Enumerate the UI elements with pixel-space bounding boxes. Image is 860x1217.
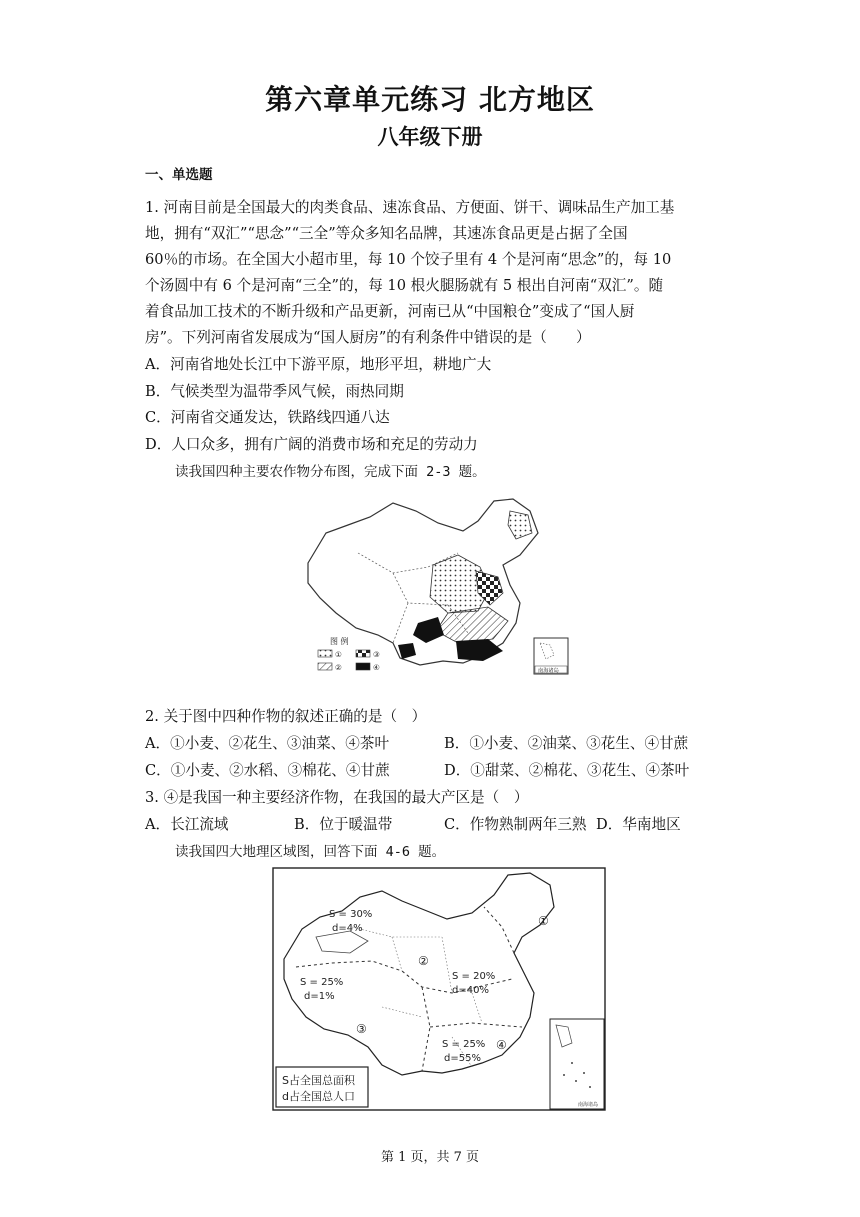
q1-stem-line: 地，拥有“双汇”“思念”“三全”等众多知名品牌，其速冻食品更是占据了全国 <box>145 225 628 242</box>
page-footer: 第 1 页，共 7 页 <box>380 1150 480 1165</box>
q3-option-c: C．作物熟制两年三熟 <box>444 816 587 833</box>
region-3-pop: d=40% <box>452 985 489 996</box>
q3-option-d: D．华南地区 <box>596 816 681 833</box>
region-2-pop: d=1% <box>304 991 335 1002</box>
region-label-4: ④ <box>496 1038 507 1052</box>
q2-option-a: A．①小麦、②花生、③油菜、④茶叶 <box>145 735 390 752</box>
instruction-2-3: 读我国四种主要农作物分布图，完成下面 2-3 题。 <box>175 464 486 480</box>
q1-stem-line: 房”。下列河南省发展成为“国人厨房”的有利条件中错误的是（ ） <box>145 329 591 346</box>
map2-legend-pop: d占全国总人口 <box>282 1090 355 1103</box>
region-label-1: ① <box>538 914 549 928</box>
region-label-2: ② <box>418 954 429 968</box>
q1-stem-line: 60％的市场。在全国大小超市里，每 10 个饺子里有 4 个是河南“思念”的，每 10 <box>145 251 672 268</box>
q2-option-d: D．①甜菜、②棉花、③花生、④茶叶 <box>444 762 690 779</box>
region-4-area: S = 25% <box>442 1039 486 1050</box>
instruction-4-6: 读我国四大地理区域图，回答下面 4-6 题。 <box>175 844 446 860</box>
region-4-pop: d=55% <box>444 1053 481 1064</box>
region-label-3: ③ <box>356 1022 367 1036</box>
legend-item-2: ② <box>335 663 342 672</box>
q1-option-c: C．河南省交通发达，铁路线四通八达 <box>145 409 390 426</box>
q1-option-a: A．河南省地处长江中下游平原，地形平坦，耕地广大 <box>145 356 492 373</box>
q1-option-b: B．气候类型为温带季风气候，雨热同期 <box>145 383 404 400</box>
q2-option-b: B．①小麦、②油菜、③花生、④甘蔗 <box>444 735 689 752</box>
region-1-pop: d=4% <box>332 923 363 934</box>
page-title: 第六章单元练习 北方地区 <box>265 83 595 116</box>
q1-stem-line: 1. 河南目前是全国最大的肉类食品、速冻食品、方便面、饼干、调味品生产加工基 <box>145 199 675 216</box>
region-2-area: S = 25% <box>300 977 344 988</box>
geographic-regions-map <box>272 867 606 1111</box>
q3-stem: 3. ④是我国一种主要经济作物，在我国的最大产区是（ ） <box>145 789 529 806</box>
q2-option-c: C．①小麦、②水稻、③棉花、④甘蔗 <box>145 762 390 779</box>
region-1-area: S = 30% <box>329 909 373 920</box>
map1-legend-title: 图 例 <box>330 637 349 646</box>
q3-option-a: A．长江流域 <box>145 816 229 833</box>
section-heading: 一、单选题 <box>145 167 213 183</box>
q3-option-b: B．位于暖温带 <box>294 816 393 833</box>
q1-stem-line: 个汤圆中有 6 个是河南“三全”的，每 10 根火腿肠就有 5 根出自河南“双汇”。随 <box>145 277 664 294</box>
q1-option-d: D．人口众多，拥有广阔的消费市场和充足的劳动力 <box>145 436 478 453</box>
map1-inset-label: 南海诸岛 <box>538 668 559 674</box>
legend-item-3: ③ <box>373 650 380 659</box>
legend-item-4: ④ <box>373 663 380 672</box>
crop-distribution-map <box>298 493 573 678</box>
page-subtitle: 八年级下册 <box>377 124 483 149</box>
map2-legend-area: S占全国总面积 <box>282 1074 355 1087</box>
legend-item-1: ① <box>335 650 342 659</box>
region-3-area: S = 20% <box>452 971 496 982</box>
map2-inset-label: 南海诸岛 <box>578 1102 599 1108</box>
q2-stem: 2. 关于图中四种作物的叙述正确的是（ ） <box>145 708 427 725</box>
q1-stem-line: 着食品加工技术的不断升级和产品更新，河南已从“中国粮仓”变成了“国人厨 <box>145 303 635 320</box>
